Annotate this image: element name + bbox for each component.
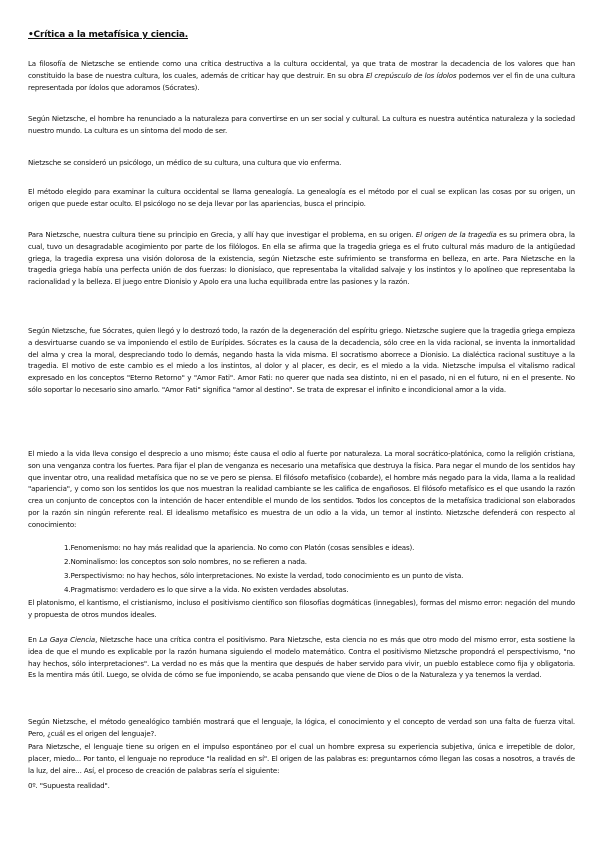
paragraph-text: Para Nietzsche, nuestra cultura tiene su principio en Grecia, y allí hay que investigar el problema, en su origen. (28, 230, 416, 239)
list-item: 2.Nominalismo: los conceptos son solo nombres, no se refieren a nada. (64, 557, 307, 566)
book-title: El origen de la tragedia (415, 230, 497, 239)
paragraph-text: La filosofía de Nietzsche se entiende como una crítica destructiva a la cultura occidental, ya que trata de mostrar la decadencia de los valores que han constituido la base de nuestra cultura, los cuales, además de criticar hay que destruir. En su obra (28, 59, 575, 80)
paragraph-socrates: Según Nietzsche, fue Sócrates, quien llegó y lo destrozó todo, la razón de la degeneración del espíritu griego. Nietzsche sugiere que la tragedia griega empieza a desvirtuarse cuando se va imponiendo el estilo de Eurípides. Sócrates es la causa de la decadencia, sólo cree en la vida racional, se inventa la inmortalidad del alma y crea la moral, despreciando todo lo demás, negando hasta la vida misma. El socratismo aborrece a Dionisio. La dialéctica racional sustituye a la tragedia. El motivo de este cambio es el miedo a los instintos, al dolor y al placer, es decir, es el miedo a la vida. Nietzsche impulsa el vitalismo radical expresado en los conceptos "Eterno Retorno" y "Amor Fati". Amor Fati: no querer que nada sea distinto, ni en el pasado, ni en el futuro, ni en el presente. No sólo soportar lo necesario sino amarlo. "Amor Fati" significa "amor al destino". Se trata de expresar el infinito e incondicional amor a la vida. (28, 326, 575, 394)
section-title: •Crítica a la metafísica y ciencia. (28, 30, 188, 40)
paragraph-text: podemos ver el fin de una cultura representada por ídolos que adoramos (Sócrates). (28, 70, 576, 92)
paragraph-text: , Nietzsche hace una crítica contra el positivismo. Para Nietzsche, esta ciencia no es más que otro modo del mismo error, esta sostiene la idea de que el mundo es explicable por la razón humana siguiendo el modelo matemático. Contra el positivismo Nietzsche propondrá el perspectivismo, "no hay hechos, sólo interpretaciones". La verdad no es más que la mentira que después de haber servido para vivir, un pueblo establece como fija y obligatoria. Es la mentira más útil. Luego, se olvida de cómo se fue imponiendo, se acaba pensando que viene de Dios o de la Naturaleza y ya tenemos la verdad. (28, 635, 575, 680)
book-title: El crepúsculo de los ídolos (365, 70, 457, 80)
paragraph-genealogy: El método elegido para examinar la cultura occidental se llama genealogía. La genealogía es el método por el cual se explican las cosas por su origen, un origen que puede estar oculto. El psicólogo no se deja llevar por las apariencias, busca el principio. (28, 187, 575, 208)
paragraph-intro (28, 58, 575, 93)
paragraph-metaphysics: El miedo a la vida lleva consigo el desprecio a uno mismo; éste causa el odio al fuerte por naturaleza. La moral socrático-platónica, como la religión cristiana, son una venganza contra los fuertes. Para fijar el plan de venganza es necesario una metafísica que destruya la física. Para negar el mundo de los sentidos hay que inventar otro, una realidad metafísica que no se ve pero se piensa. El filósofo metafísico (cobarde), el hombre más negado para la vida, llama a la realidad "apariencia", y como son los sentidos los que nos muestran la realidad cambiante se les califica de engañosos. El filósofo metafísico es el que usando la razón crea un conjunto de conceptos con la intención de hacer entendible el mundo de los sentidos. Todos los conceptos de la metafísica tradicional son elaborados por la razón sin ningún referente real. El idealismo metafísico es muestra de un odio a la vida, un temor al instinto. Nietzsche defenderá con respecto al conocimiento: (28, 449, 575, 529)
paragraph-tragedy (28, 229, 575, 288)
list-item: 1.Fenomenismo: no hay más realidad que la apariencia. No como con Platón (cosas sensibles e ideas). (64, 543, 415, 552)
paragraph-psychologist: Nietzsche se consideró un psicólogo, un médico de su cultura, una cultura que vio enferma. (28, 158, 342, 167)
paragraph-language-origin: Para Nietzsche, el lenguaje tiene su origen en el impulso espontáneo por el cual un hombre expresa su experiencia subjetiva, única e irrepetible de dolor, placer, miedo... Por tanto, el lenguaje no reproduce "la realidad en sí". El origen de las palabras es: preguntarnos cómo llegan las cosas a nosotros, a través de la luz, del aire... Así, el proceso de creación de palabras sería el siguiente: (28, 742, 575, 775)
paragraph-culture: Según Nietzsche, el hombre ha renunciado a la naturaleza para convertirse en un ser social y cultural. La cultura es nuestra auténtica naturaleza y la sociedad nuestro mundo. La cultura es un síntoma del modo de ser. (28, 114, 575, 135)
paragraph-text: En (28, 635, 40, 644)
paragraph-dogmatism: El platonismo, el kantismo, el cristianismo, incluso el positivismo científico son filosofías dogmáticas (innegables), formas del mismo error: negación del mundo y propuesta de otros mundos ideales. (28, 598, 575, 619)
list-item: 3.Perspectivismo: no hay hechos, sólo interpretaciones. No existe la verdad, todo conocimiento es un punto de vista. (64, 571, 464, 580)
paragraph-language-question: Según Nietzsche, el método genealógico también mostrará que el lenguaje, la lógica, el conocimiento y el concepto de verdad son una falta de fuerza vital. Pero, ¿cuál es el origen del lenguaje?. (28, 717, 575, 738)
list-item: 4.Pragmatismo: verdadero es lo que sirve a la vida. No existen verdades absolutas. (64, 585, 349, 594)
paragraph-gaya-ciencia (28, 634, 575, 681)
paragraph-step-zero: 0º. "Supuesta realidad". (28, 781, 110, 790)
paragraph-text: es su primera obra, la cual, tuvo un desagradable acogimiento por parte de los filólogos. En ella se afirma que la tragedia griega es el fruto cultural más maduro de la antigüedad griega, la tragedia expresa una visión dolorosa de la existencia, según Nietzsche este sufrimiento se transforma en belleza, en arte. Para Nietzsche en la tragedia griega había una perfecta unión de dos fuerzas: lo dionisíaco, que representaba la vitalidad salvaje y los instintos y lo apolíneo que representaba la racionalidad y la belleza. El juego entre Dionisio y Apolo era una lucha equilibrada entre las pasiones y la razón. (28, 230, 575, 287)
book-title: La Gaya Ciencia (39, 635, 96, 644)
